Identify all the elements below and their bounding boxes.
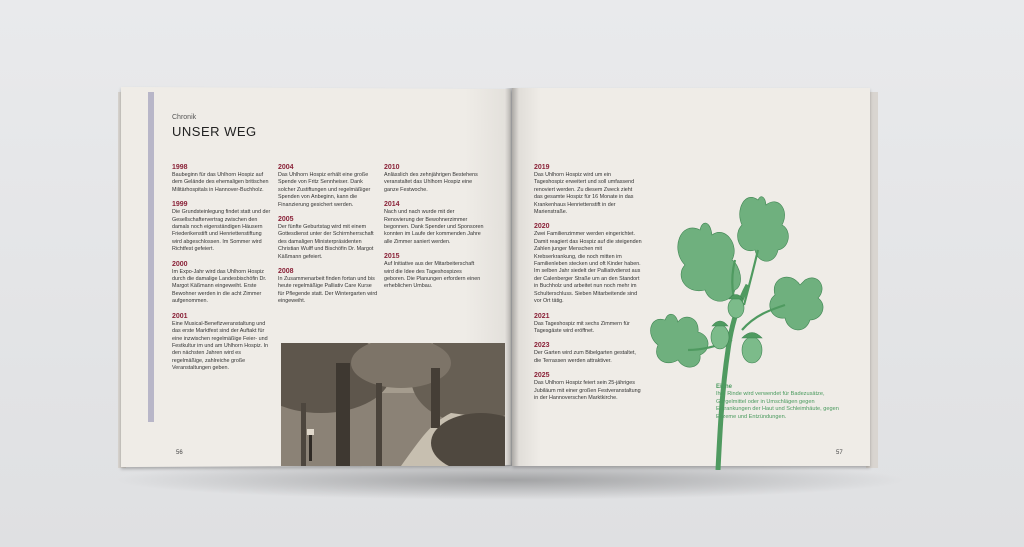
entry-text: Eine Musical-Benefizveranstaltung und das erste Marktfest sind der Auftakt für eine inzwischen regelmäßige Feier- und Festkultur im und am Uhlhorn Hospiz. In den nächsten Jahren wird es regelmäßige, zahlreiche große Veranstaltungen geben.	[172, 320, 269, 372]
chronicle-entry	[172, 200, 272, 253]
entry-year: 2023	[534, 342, 550, 350]
park-photo-art	[281, 343, 505, 466]
chronicle-entry	[172, 312, 272, 373]
chronicle-entry	[534, 341, 642, 365]
chronicle-entry	[384, 200, 484, 246]
chronicle-entry	[384, 163, 484, 194]
chronicle-entry	[534, 163, 642, 216]
entry-text: Die Grundsteinlegung findet statt und der Gesellschaftervertrag zwischen den damals noch eigenständigen Häusern Friederikenstift und Henriettenstiftung wird abgeschlossen. Im Sommer wird Richtfest gefeiert.	[172, 209, 271, 253]
entry-year: 2005	[278, 216, 294, 224]
chronicle-entry	[384, 252, 484, 291]
entry-year: 2014	[384, 201, 400, 209]
illustration-caption	[716, 383, 844, 421]
page-title: UNSER WEG	[172, 124, 257, 139]
entry-year: 2010	[384, 164, 400, 171]
chronicle-entry	[172, 260, 272, 306]
entry-text: Zwei Familienzimmer werden eingerichtet. Damit reagiert das Hospiz auf die steigenden Zahlen junger Menschen mit Krebserkrankung, die noch mitten im Familienleben stecken und oft Kinder haben. Im selben Jahr siedelt der Palliativdienst aus der Calenberger Straße um an den Standort in Buchholz und arbeitet nun noch mehr im Schulterschluss. Sieben Mitarbeitende sind vor Ort tätig.	[534, 231, 642, 305]
entry-year: 2015	[384, 253, 400, 261]
entry-text: Auf Initiative aus der Mitarbeiterschaft wird die Idee des Tageshospizes geboren. Die Planungen erfordern einen erheblichen Umbau.	[384, 261, 481, 290]
section-label: Chronik	[172, 114, 197, 121]
entry-text: Nach und nach wurde mit der Renovierung der Bewohnerzimmer begonnen. Dank Spender und Sponsoren konnten im Laufe der kommenden Jahre alle Zimmer saniert werden.	[384, 209, 484, 245]
chronicle-entry	[534, 312, 642, 336]
entry-text: Im Expo-Jahr wird das Uhlhorn Hospiz durch die damalige Landesbischöfin Dr. Margot Käßmann eingeweiht. Erste Bewohner werden in die acht Zimmer aufgenommen.	[172, 268, 267, 305]
chronicle-column-right	[534, 163, 642, 408]
entry-year: 2025	[534, 372, 550, 380]
entry-text: Der fünfte Geburtstag wird mit einem Gottesdienst unter der Schirmherrschaft des damaligen Ministerpräsidenten Christian Wulff und Bischöfin Dr. Margot Käßmann gefeiert.	[278, 224, 374, 260]
color-strip	[148, 92, 154, 422]
entry-text: In Zusammenarbeit finden fortan und bis heute regelmäßige Palliativ Care Kurse für Pflegende statt. Der Wintergarten wird eingeweiht.	[278, 276, 378, 305]
entry-text: Baubeginn für das Uhlhorn Hospiz auf dem Gelände des ehemaligen britischen Militärhospitals in Hannover-Buchholz.	[172, 172, 269, 193]
chronicle-entry	[534, 222, 642, 305]
entry-year: 1999	[172, 201, 188, 209]
entry-text: Anlässlich des zehnjährigen Bestehens veranstaltet das Uhlhorn Hospiz eine ganze Festwoche.	[384, 172, 478, 193]
entry-year: 2021	[534, 312, 550, 320]
entry-text: Das Uhlhorn Hospiz wird um ein Tageshospiz erweitert und soll umfassend renoviert werden. Zu diesem Zweck zieht das gesamte Hospiz für 16 Monate in das Krankenhaus Henriettenstift in der Marienstraße.	[534, 172, 635, 216]
chronicle-entry	[172, 163, 272, 194]
entry-year: 2008	[278, 268, 294, 276]
chronicle-entry	[278, 215, 378, 261]
chronicle-entry	[278, 163, 378, 209]
chronicle-column-2	[278, 163, 378, 312]
book-gutter	[505, 88, 519, 466]
entry-year: 2004	[278, 164, 294, 171]
entry-year: 2019	[534, 164, 550, 171]
entry-text: Der Garten wird zum Bibelgarten gestaltet, die Terrassen werden attraktiver.	[534, 350, 636, 364]
entry-text: Das Uhlhorn Hospiz erhält eine große Spende von Fritz Sennheiser. Dank solcher Zustiftungen und regelmäßiger Spenden von Anbeginn, kann die Finanzierung gesichert werden.	[278, 172, 371, 208]
entry-year: 2001	[172, 312, 188, 320]
entry-year: 2020	[534, 223, 550, 231]
page-number-right: 57	[836, 450, 843, 456]
entry-text: Das Tageshospiz mit sechs Zimmern für Tagesgäste wird eröffnet.	[534, 320, 630, 334]
chronicle-column-1	[172, 163, 272, 379]
entry-text: Das Uhlhorn Hospiz feiert sein 25-jähriges Jubiläum mit einer großen Festveranstaltung in der Hannoverschen Marktkirche.	[534, 380, 641, 401]
park-photo	[281, 343, 505, 466]
entry-year: 1998	[172, 164, 188, 171]
chronicle-entry	[534, 371, 642, 402]
caption-title: Eiche	[716, 384, 733, 390]
caption-text: Ihre Rinde wird verwendet für Badezusätze, Gurgelmittel oder in Umschlägen gegen Erkrankungen der Haut und Schleimhäute, gegen Ekzeme und Entzündungen.	[716, 391, 839, 420]
chronicle-column-3	[384, 163, 484, 297]
chronicle-entry	[278, 267, 378, 306]
entry-year: 2000	[172, 260, 188, 268]
page-number-left: 56	[176, 450, 183, 456]
oak-illustration	[640, 190, 850, 470]
